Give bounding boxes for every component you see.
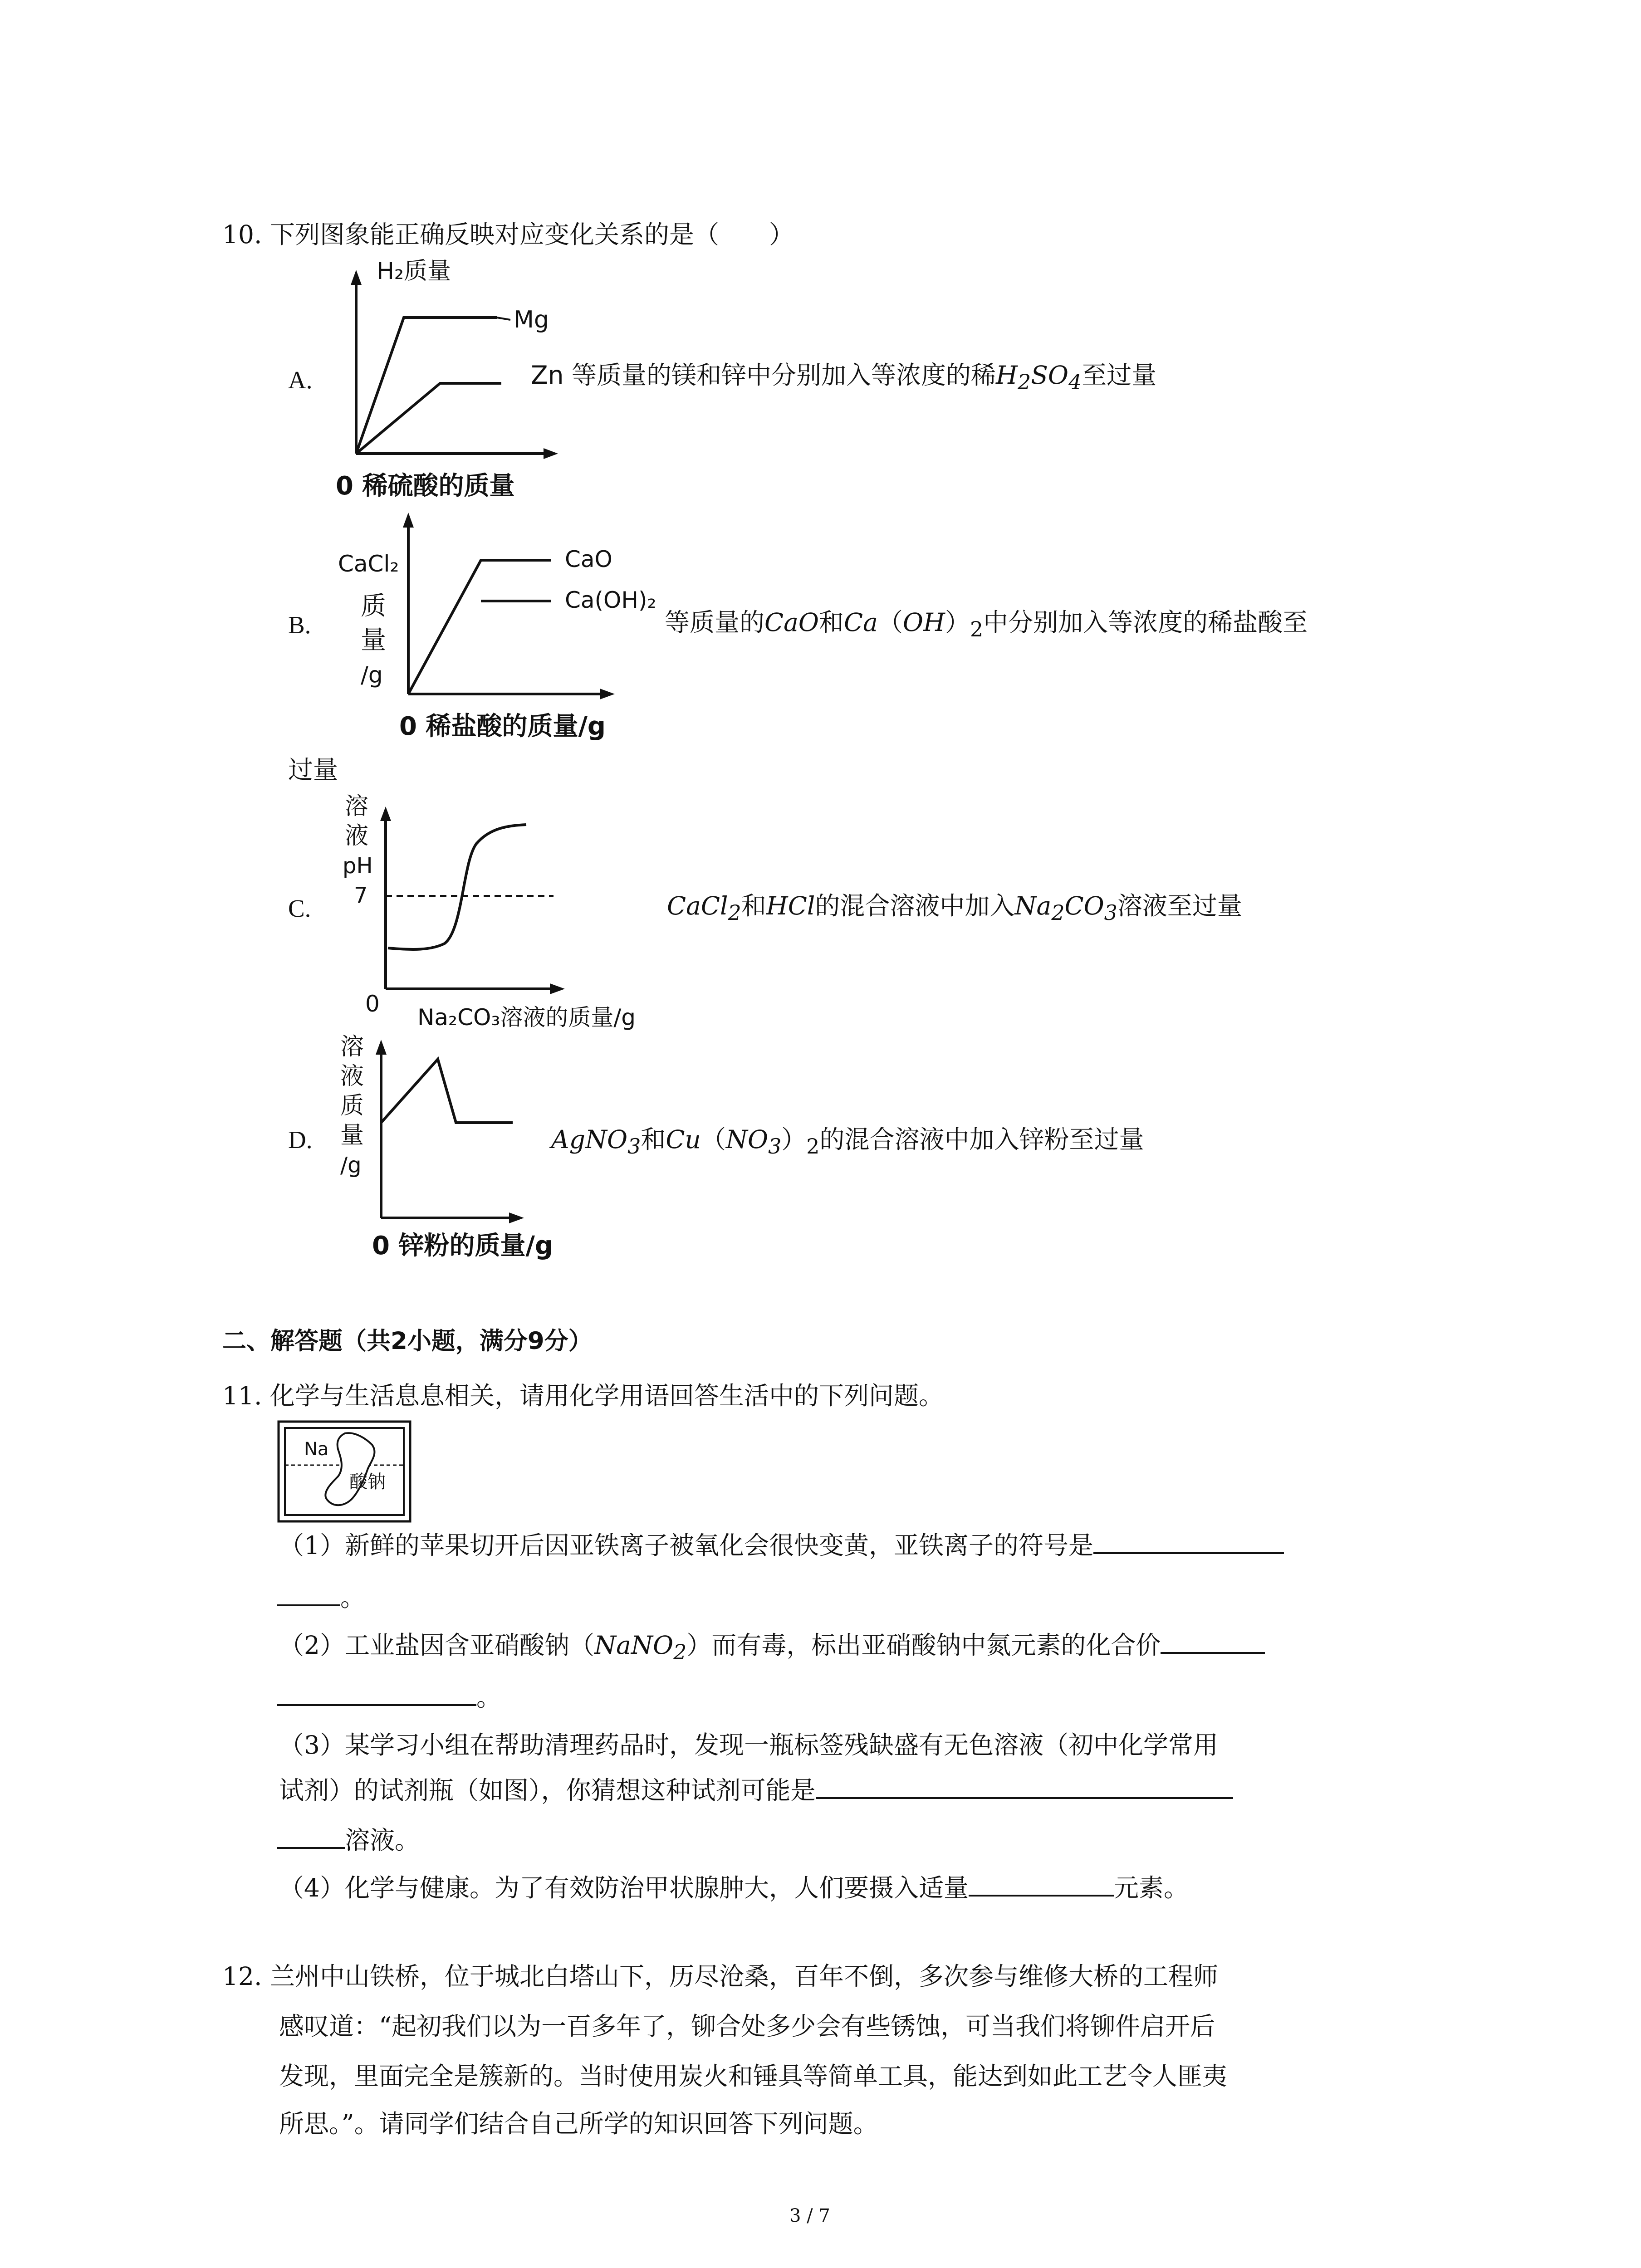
option-a-text-end: 至过量 (1082, 361, 1157, 390)
graph-c-ylabel-3: pH (343, 853, 373, 879)
formula-cu: Cu (666, 1125, 701, 1154)
option-b-desc-cont: 过量 (288, 755, 338, 784)
q11-stem: 11. 化学与生活息息相关，请用化学用语回答生活中的下列问题。 (222, 1381, 944, 1410)
option-d-text-and: 和 (641, 1125, 666, 1154)
option-b-label: B. (288, 611, 311, 639)
formula-sub: 2 (1018, 370, 1031, 394)
graph-c-ylabel-1: 溶 (345, 793, 369, 820)
graph-b-series-cao: CaO (565, 546, 612, 572)
q11-part1 (279, 1533, 1284, 1558)
option-b-desc (665, 610, 1308, 640)
graph-b-ylabel-3: 量 (361, 626, 386, 655)
graph-d-ylabel-3: 质 (340, 1092, 364, 1119)
graph-c-y-arrow (380, 807, 391, 821)
graph-b-y-arrow (403, 513, 414, 528)
formula-sub: 3 (768, 1134, 782, 1158)
formula-sub: 2 (970, 617, 984, 641)
graph-d (331, 1030, 585, 1275)
option-c-desc (667, 891, 1242, 925)
graph-c-xlabel-origin: 0 (365, 991, 380, 1017)
q11-part1-cont (277, 1585, 365, 1610)
section-2-title: 二、解答题（共2小题，满分9分） (222, 1327, 593, 1355)
graph-d-ylabel-5: /g (340, 1153, 362, 1178)
label-text-suanna: 酸钠 (349, 1471, 386, 1492)
q11-part2 (279, 1633, 1265, 1663)
q11-part2-text2: ）而有毒，标出亚硝酸钠中氮元素的化合价 (686, 1631, 1161, 1660)
q11-part3-blank[interactable] (816, 1794, 1233, 1799)
graph-b-ylabel-1: CaCl₂ (338, 551, 399, 577)
q11-part3-blank-cont[interactable] (277, 1844, 345, 1849)
q11-part4-end: 元素。 (1114, 1873, 1189, 1902)
graph-a-x-arrow (544, 448, 558, 459)
q11-part2-cont (277, 1685, 501, 1710)
q11-part3-end: 溶液。 (345, 1826, 420, 1855)
graph-a-series-mg: Mg (514, 306, 549, 333)
formula-so: SO (1031, 361, 1068, 390)
q11-part2-text: （2）工业盐因含亚硝酸钠（ (279, 1631, 594, 1660)
formula-agno: AgNO (551, 1125, 628, 1154)
option-d-text-end: 的混合溶液中加入锌粉至过量 (819, 1125, 1144, 1154)
formula-oh: OH (902, 608, 945, 637)
option-b-text-and: 和 (818, 608, 844, 637)
graph-d-ylabel-2: 液 (340, 1063, 364, 1090)
formula-cao: CaO (764, 608, 819, 637)
q11-part3-text: 试剂）的试剂瓶（如图），你猜想这种试剂可能是 (279, 1776, 816, 1805)
formula-cacl: CaCl (667, 891, 728, 920)
page-number: 3 / 7 (789, 2205, 830, 2226)
paren-close: ） (945, 608, 970, 637)
formula-co: CO (1064, 891, 1104, 920)
q11-part1-blank-cont[interactable] (277, 1602, 340, 1606)
q11-part4-blank[interactable] (969, 1892, 1114, 1897)
graph-a-xlabel: 0 稀硫酸的质量 (336, 471, 515, 501)
formula-sub: 2 (1051, 900, 1065, 925)
graph-a-y-arrow (351, 270, 362, 285)
q12-line4: 所思。”。请同学们结合自己所学的知识回答下列问题。 (279, 2109, 878, 2138)
formula-sub: 3 (1104, 900, 1117, 925)
q11-part2-end: 。 (476, 1683, 502, 1712)
graph-a-mg-curve (356, 318, 497, 454)
formula-sub: 2 (806, 1134, 820, 1158)
graph-c (327, 794, 699, 1034)
paren-close: ） (781, 1125, 807, 1154)
option-d-label: D. (288, 1126, 313, 1154)
graph-c-x-arrow (550, 983, 565, 994)
option-b-text-end: 中分别加入等浓度的稀盐酸至 (983, 608, 1308, 637)
graph-b-xlabel: 0 稀盐酸的质量/g (399, 712, 606, 741)
q11-part2-blank[interactable] (1161, 1649, 1265, 1654)
q11-part1-blank[interactable] (1093, 1549, 1284, 1554)
option-c-text-end: 溶液至过量 (1117, 891, 1242, 920)
graph-a-mg-leader (497, 318, 510, 320)
q12-line1: 12. 兰州中山铁桥，位于城北白塔山下，历尽沧桑，百年不倒，多次参与维修大桥的工程师 (222, 1962, 1218, 1991)
formula-hcl: HCl (766, 891, 815, 920)
q12-line2: 感叹道：“起初我们以为一百多年了，铆合处多少会有些锈蚀，可当我们将铆件启开后 (279, 2012, 1215, 2041)
q11-part3-cont (277, 1828, 420, 1853)
q11-part3-line1: （3）某学习小组在帮助清理药品时，发现一瓶标签残缺盛有无色溶液（初中化学常用 (279, 1730, 1218, 1760)
graph-b-x-arrow (600, 689, 615, 699)
option-c-text-and: 和 (741, 891, 766, 920)
option-b-text: 等质量的 (665, 608, 765, 637)
graph-a-ylabel: H₂质量 (377, 258, 451, 285)
formula-nano: NaNO (594, 1631, 674, 1660)
graph-d-xlabel: 0 锌粉的质量/g (372, 1231, 553, 1261)
graph-b (331, 513, 676, 748)
option-d-desc (551, 1127, 1144, 1157)
option-a-desc (531, 363, 1156, 393)
graph-d-mass-curve (381, 1059, 513, 1123)
q11-part1-end: 。 (340, 1583, 366, 1612)
option-c-label: C. (288, 894, 311, 922)
graph-c-ph-curve (388, 825, 526, 949)
graph-b-ylabel-2: 质 (361, 591, 386, 621)
formula-sub: 2 (673, 1640, 687, 1664)
q10-stem: 10. 下列图象能正确反映对应变化关系的是（ ） (222, 220, 794, 249)
bottle-label-figure (277, 1420, 413, 1524)
label-torn-edge (325, 1433, 374, 1505)
paren-open: （ (877, 608, 903, 637)
graph-a-series-zn: Zn (531, 361, 564, 390)
option-c-text: 的混合溶液中加入 (815, 891, 1015, 920)
option-a-text: 等质量的镁和锌中分别加入等浓度的稀 (572, 361, 996, 390)
graph-d-y-arrow (376, 1040, 387, 1055)
graph-c-ylabel-2: 液 (345, 822, 369, 850)
option-a-label: A. (288, 366, 313, 394)
formula-sub: 4 (1068, 370, 1082, 394)
paren-open: （ (700, 1125, 726, 1154)
graph-b-cao-curve (408, 560, 551, 694)
formula-sub: 2 (728, 900, 741, 925)
formula-no: NO (725, 1125, 769, 1154)
formula-na: Na (1014, 891, 1052, 920)
q11-part2-blank-cont[interactable] (277, 1701, 476, 1706)
formula-sub: 3 (627, 1134, 641, 1158)
graph-b-ylabel-4: /g (361, 662, 383, 688)
q11-part3-line2 (279, 1778, 1233, 1803)
graph-d-ylabel-4: 量 (340, 1122, 364, 1149)
q11-part4-text: （4）化学与健康。为了有效防治甲状腺肿大，人们要摄入适量 (279, 1873, 969, 1902)
graph-c-xlabel: Na₂CO₃溶液的质量/g (417, 1004, 636, 1031)
graph-d-x-arrow (509, 1212, 524, 1223)
label-text-na: Na (304, 1439, 329, 1460)
graph-c-ytick-7: 7 (354, 883, 368, 908)
formula-h: H (996, 361, 1018, 390)
graph-d-ylabel-1: 溶 (340, 1033, 364, 1061)
q11-part4 (279, 1873, 1189, 1902)
q12-line3: 发现，里面完全是簇新的。当时使用炭火和锤具等简单工具，能达到如此工艺令人匪夷 (279, 2062, 1228, 2091)
q11-part1-text: （1）新鲜的苹果切开后因亚铁离子被氧化会很快变黄，亚铁离子的符号是 (279, 1531, 1093, 1560)
graph-b-series-caoh2: Ca(OH)₂ (565, 587, 656, 613)
formula-ca: Ca (844, 608, 878, 637)
